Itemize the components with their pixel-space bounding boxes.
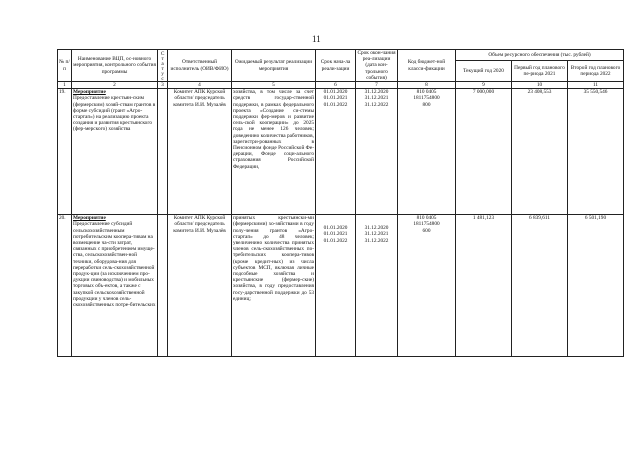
activity-description: Предоставление крестьян-ским (фермерским) хозяй-ствам грантов в форме субсидий (грант «Агро-стартап») на реализацию проекта создания и развития крестьянского (фер-мерского) хозяйства bbox=[73, 95, 156, 133]
header-2020: Текущий год 2020 bbox=[456, 61, 512, 82]
kbk-line: 600 bbox=[422, 227, 431, 234]
header-responsible: Ответственный исполнитель (ОИВ/ФИО) bbox=[168, 50, 232, 82]
end-dates bbox=[356, 89, 398, 215]
end-date: 31.12.2020 bbox=[364, 225, 389, 232]
amount-2020: 7 000,000 bbox=[456, 89, 512, 215]
header-end: Срок окон-чания реа-лизации (дата кон-трольного события) bbox=[357, 50, 396, 81]
amount-2021: 6 839,611 bbox=[512, 215, 568, 357]
col-number: 4 bbox=[168, 82, 232, 89]
end-date: 31.12.2022 bbox=[364, 237, 389, 244]
program-plan-table bbox=[57, 49, 624, 357]
kbk-line: 810 0405 bbox=[416, 215, 437, 222]
start-date: 01.01.2020 bbox=[323, 225, 348, 232]
header-num: № п/п bbox=[58, 50, 72, 82]
col-number: 5 bbox=[232, 82, 316, 89]
header-start: Срок нача-ла реали-зации bbox=[316, 50, 356, 82]
expected-result: принятых крестьянски-ми (фермерскими) хо-зяйствами в году полу-чения грантов «Агро-стартап» до 48 человек; увеличенино количества принятых членов сель-скохозяйственных по-требительских коопера-тивов (кроме кредит-ных) из числа субъектов МСП, включая личные подсобные хозяйства и крестьянские (фермер-ские) хозяйства, в году предоставления госу-дарственной поддержки до 53 единиц; bbox=[232, 215, 316, 357]
header-kbk: Код бюджет-ной класси-фикации bbox=[398, 50, 456, 82]
activity-cell bbox=[72, 215, 158, 357]
col-number: 11 bbox=[568, 82, 624, 89]
kbk-cell bbox=[398, 89, 456, 215]
start-date: 01.01.2021 bbox=[323, 231, 348, 238]
amount-2021: 23 408,553 bbox=[512, 89, 568, 215]
col-number: 3 bbox=[158, 82, 168, 89]
col-number: 7 bbox=[356, 82, 398, 89]
activity-title: Мероприятие bbox=[73, 89, 106, 96]
header-2021: Первый год планового пе-риода 2021 bbox=[512, 61, 568, 82]
page-number: 11 bbox=[312, 34, 321, 44]
column-number-row bbox=[58, 82, 624, 89]
activity-description: Предоставление субсидий сельскохозяйственным потребительским коопера-тивам на возмещение ча-сти затрат, связанных с приобретением имуще-ства, сельскохозяйствен-ной техники, оборудова-ния для переработки сель-скохозяйственной продук-ции (за исключением про-дукции свиноводства) и мобильных торговых объ-ектов, а также с закупкой сельскохозяйственной продукции у членов сель-скохозяйственных потре-бительских bbox=[73, 221, 156, 309]
amount-2020: 1 481,123 bbox=[456, 215, 512, 357]
start-date: 01.01.2020 bbox=[323, 89, 348, 96]
table-row bbox=[58, 89, 624, 215]
expected-result: хозяйства, в том числе за счет средств государ-ственной поддержки, в рамках федерального проекта «Создание си-стемы поддержки фер-меров и развитие сель-ской кооперации» до 2025 года не менее 126 человек; доведенино количества работников, зарегистри-рованных в Пенсионном фонде Российской Фе-дерации, Фонде соци-ального страхования Российской Федерации, bbox=[232, 89, 316, 215]
col-number: 8 bbox=[398, 82, 456, 89]
kbk-line: 800 bbox=[422, 101, 431, 108]
kbk-line: 1811754800 bbox=[413, 95, 440, 102]
end-date: 31.12.2021 bbox=[364, 231, 389, 238]
row-number: 20. bbox=[58, 215, 72, 357]
col-number: 10 bbox=[512, 82, 568, 89]
row-number: 19. bbox=[58, 89, 72, 215]
end-date: 31.12.2020 bbox=[364, 89, 389, 96]
col-number: 1 bbox=[58, 82, 72, 89]
header-status: Статус bbox=[158, 50, 168, 82]
end-date: 31.12.2022 bbox=[364, 101, 389, 108]
status-cell bbox=[158, 89, 168, 215]
start-date: 01.01.2021 bbox=[323, 95, 348, 102]
header-expected: Ожидаемый результат реализации мероприятия bbox=[232, 50, 316, 82]
header-2022: Второй год планового периода 2022 bbox=[568, 61, 624, 82]
amount-2022: 6 501,190 bbox=[568, 215, 624, 357]
responsible-cell: Комитет АПК Курской области/ председатель комитета И.И. Музалёв bbox=[168, 215, 232, 357]
kbk-line: 810 0405 bbox=[416, 89, 437, 96]
end-dates bbox=[356, 215, 398, 357]
table-row bbox=[58, 215, 624, 357]
start-dates bbox=[316, 215, 356, 357]
status-cell bbox=[158, 215, 168, 357]
header-name: Наименование ВЦП, ос-новного мероприятия, контрольного события программы bbox=[72, 50, 158, 82]
amount-2022: 35 550,546 bbox=[568, 89, 624, 215]
kbk-cell bbox=[398, 215, 456, 357]
header-volume: Объем ресурсного обеспечения (тыс. рублей) bbox=[456, 50, 624, 61]
activity-cell bbox=[72, 89, 158, 215]
col-number: 6 bbox=[316, 82, 356, 89]
start-dates bbox=[316, 89, 356, 215]
col-number: 9 bbox=[456, 82, 512, 89]
start-date: 01.01.2022 bbox=[323, 101, 348, 108]
kbk-line: 1811754800 bbox=[413, 221, 440, 228]
activity-title: Мероприятие bbox=[73, 215, 106, 222]
header-row-1 bbox=[58, 50, 624, 61]
end-date: 31.12.2021 bbox=[364, 95, 389, 102]
responsible-cell: Комитет АПК Курской области/ председатель комитета И.И. Музалёв bbox=[168, 89, 232, 215]
col-number: 2 bbox=[72, 82, 158, 89]
start-date: 01.01.2022 bbox=[323, 237, 348, 244]
